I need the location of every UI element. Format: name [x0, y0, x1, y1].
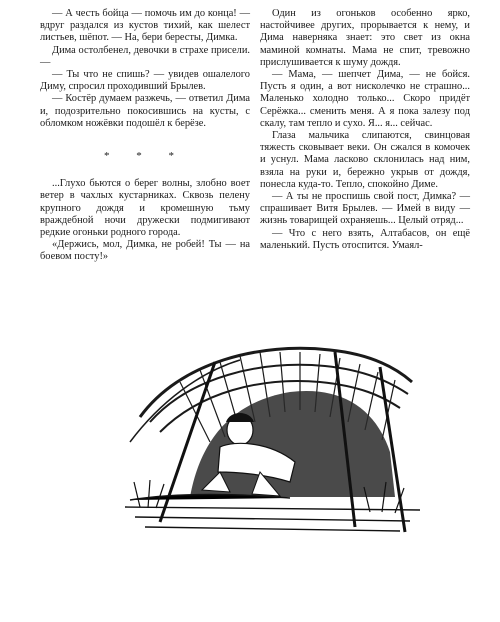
section-separator: * * * — [104, 150, 186, 163]
illustration-boy-in-shelter — [120, 322, 425, 537]
paragraph: — Ты что не спишь? — увидев ошалелого Диму, спросил проходивший Брылев. — [40, 69, 250, 93]
paragraph: Один из огоньков особенно ярко, настойчивее других, прорывается к нему, и Дима наверняка знает: это свет из окна маминой комнаты. Мама не спит, тревожно прислушивается к шуму дождя. — [260, 8, 470, 68]
paragraph: — А ты не проспишь свой пост, Димка? — спрашивает Витя Брылев. — Имей в виду — жизнь товарищей охраняешь... Целый отряд... — [260, 191, 470, 227]
paragraph: — Что с него взять, Алтабасов, он ещё маленький. Пусть отоспится. Умаял- — [260, 227, 470, 251]
right-column — [260, 8, 470, 252]
paragraph: «Держись, мол, Димка, не робей! Ты — на боевом посту!» — [40, 239, 250, 263]
left-column — [40, 8, 250, 264]
paragraph: Глаза мальчика слипаются, свинцовая тяжесть сковывает веки. Он сжался в комочек и уснул. Мама ласково склонилась над ним, взяла на руки и, бережно укрыв от дождя, понесла куда-то. Тепло, спокойно Диме. — [260, 130, 470, 190]
paragraph: — Мама, — шепчет Дима, — не бойся. Пусть я один, а вот нисколечко не страшно... Маленько холодно только... Скоро придёт Серёжка... сменить меня. А я пока залезу под скалу, там тепло и сухо. Я... я... сейчас. — [260, 69, 470, 129]
ground — [125, 495, 420, 532]
paragraph: ...Глухо бьются о берег волны, злобно воет ветер в чахлых кустарниках. Сквозь пелену крупного дождя и кромешную тьму враждебной ночи дружески подмигивают редкие огоньки родного города. — [40, 178, 250, 239]
paragraph: — А честь бойца — помочь им до конца! — вдруг раздался из кустов тихий, как шелест листьев, шёпот. — На, бери бересты, Димка. — [40, 8, 250, 44]
paragraph: — Костёр думаем разжечь, — ответил Дима и, подозрительно покосившись на кусты, с обломком ножёвки подошёл к берёзе. — [40, 93, 250, 129]
paragraph: Дима остолбенел, девочки в страхе присели. — — [40, 44, 250, 68]
